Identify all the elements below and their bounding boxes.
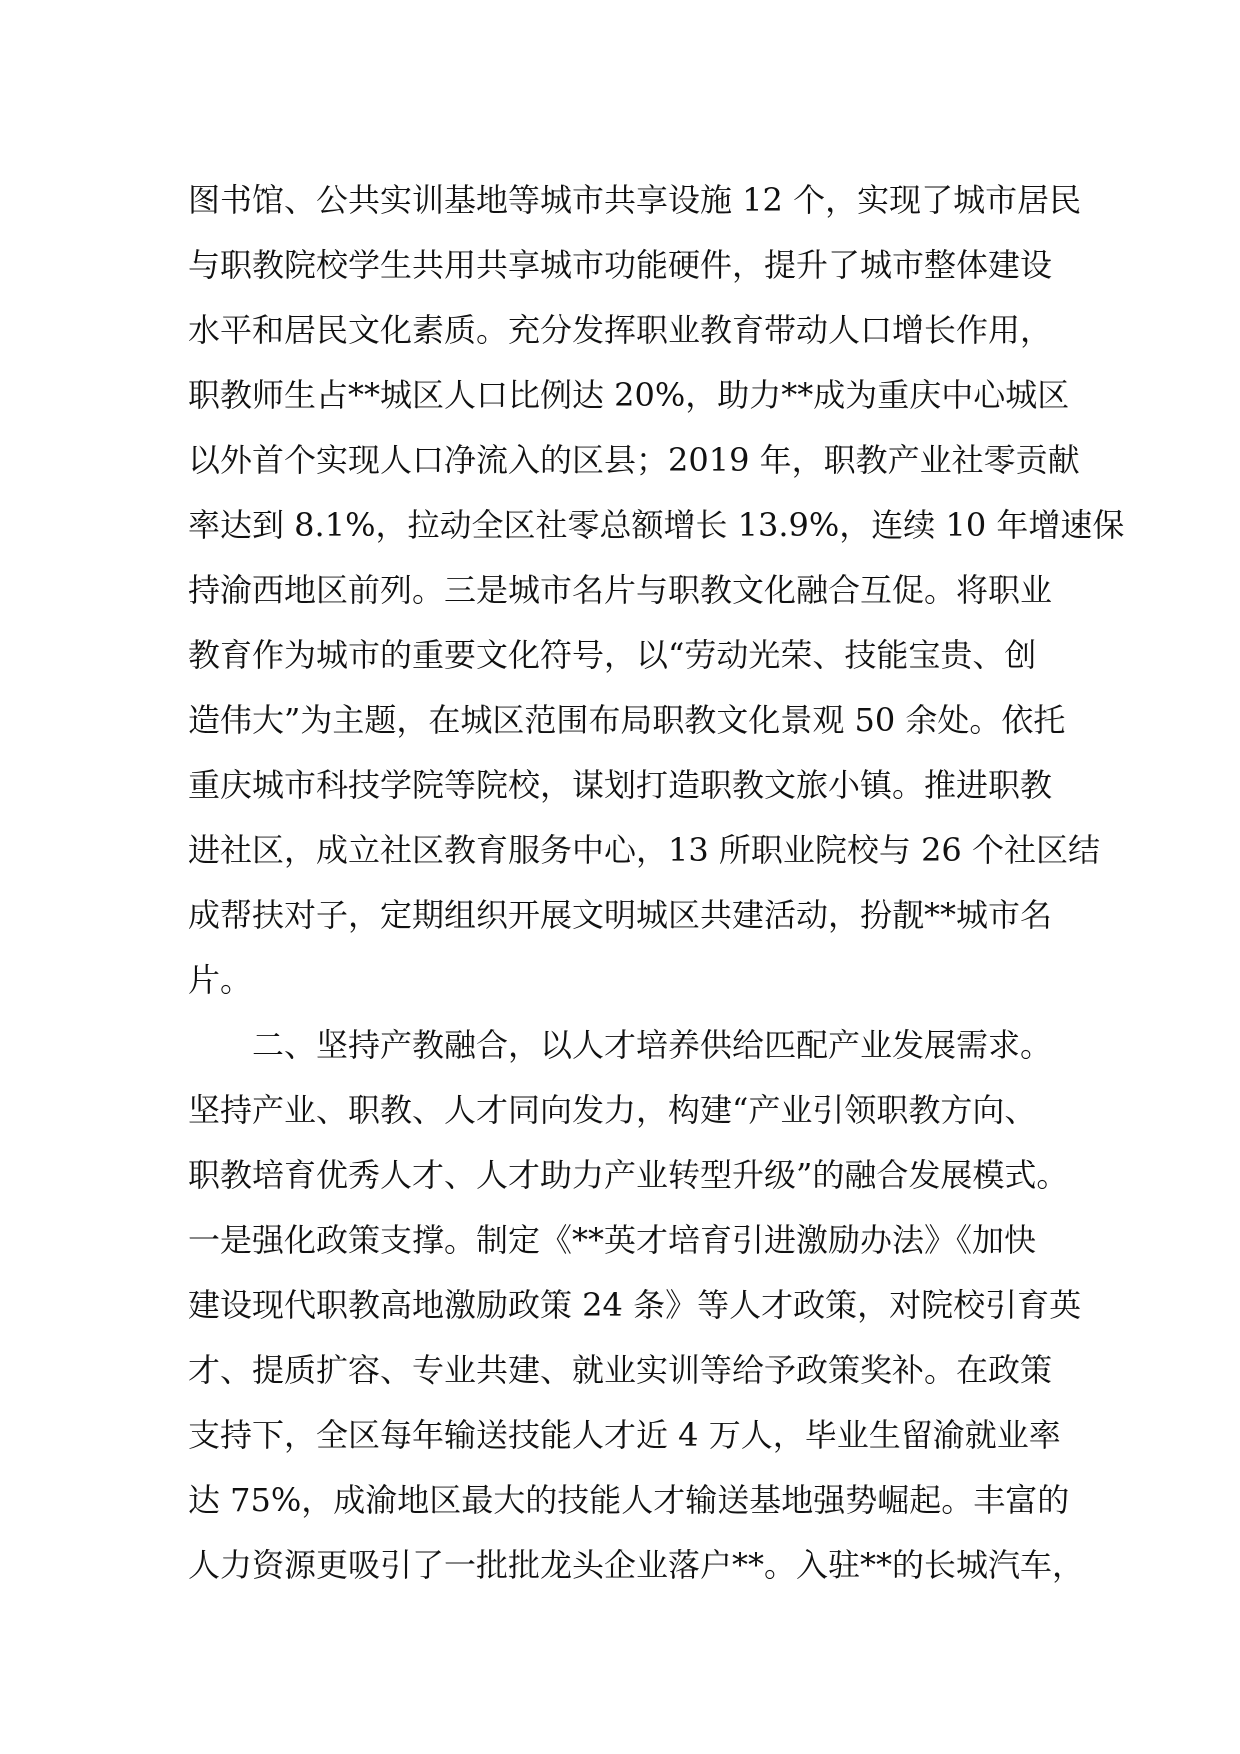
text-line: 人力资源更吸引了一批批龙头企业落户**。入驻**的长城汽车，	[188, 1546, 1085, 1584]
text-line: 成帮扶对子，定期组织开展文明城区共建活动，扮靓**城市名	[188, 896, 1053, 934]
text-line: 图书馆、公共实训基地等城市共享设施 12 个，实现了城市居民	[188, 181, 1082, 219]
text-line: 持渝西地区前列。三是城市名片与职教文化融合互促。将职业	[188, 571, 1053, 609]
text-line: 造伟大”为主题，在城区范围布局职教文化景观 50 余处。依托	[188, 701, 1066, 739]
text-line: 职教师生占**城区人口比例达 20%，助力**成为重庆中心城区	[188, 376, 1070, 414]
text-line: 以外首个实现人口净流入的区县；2019 年，职教产业社零贡献	[188, 441, 1080, 479]
text-line: 片。	[188, 961, 253, 999]
text-line: 支持下，全区每年输送技能人才近 4 万人，毕业生留渝就业率	[188, 1416, 1061, 1454]
text-line: 才、提质扩容、专业共建、就业实训等给予政策奖补。在政策	[188, 1351, 1053, 1389]
text-line: 水平和居民文化素质。充分发挥职业教育带动人口增长作用，	[188, 311, 1053, 349]
text-line: 重庆城市科技学院等院校，谋划打造职教文旅小镇。推进职教	[188, 766, 1053, 804]
section-heading: 二、坚持产教融合，以人才培养供给匹配产业发展需求。	[252, 1026, 1053, 1064]
document-body	[188, 168, 1125, 1598]
text-line: 一是强化政策支撑。制定《**英才培育引进激励办法》《加快	[188, 1221, 1037, 1259]
text-line: 率达到 8.1%，拉动全区社零总额增长 13.9%，连续 10 年增速保	[188, 506, 1125, 544]
text-line: 达 75%，成渝地区最大的技能人才输送基地强势崛起。丰富的	[188, 1481, 1070, 1519]
text-line: 进社区，成立社区教育服务中心，13 所职业院校与 26 个社区结	[188, 831, 1100, 869]
text-line: 坚持产业、职教、人才同向发力，构建“产业引领职教方向、	[188, 1091, 1037, 1129]
text-line: 建设现代职教高地激励政策 24 条》等人才政策，对院校引育英	[188, 1286, 1082, 1324]
text-line: 职教培育优秀人才、人才助力产业转型升级”的融合发展模式。	[188, 1156, 1069, 1194]
text-line: 教育作为城市的重要文化符号，以“劳动光荣、技能宝贵、创	[188, 636, 1037, 674]
text-line: 与职教院校学生共用共享城市功能硬件，提升了城市整体建设	[188, 246, 1053, 284]
